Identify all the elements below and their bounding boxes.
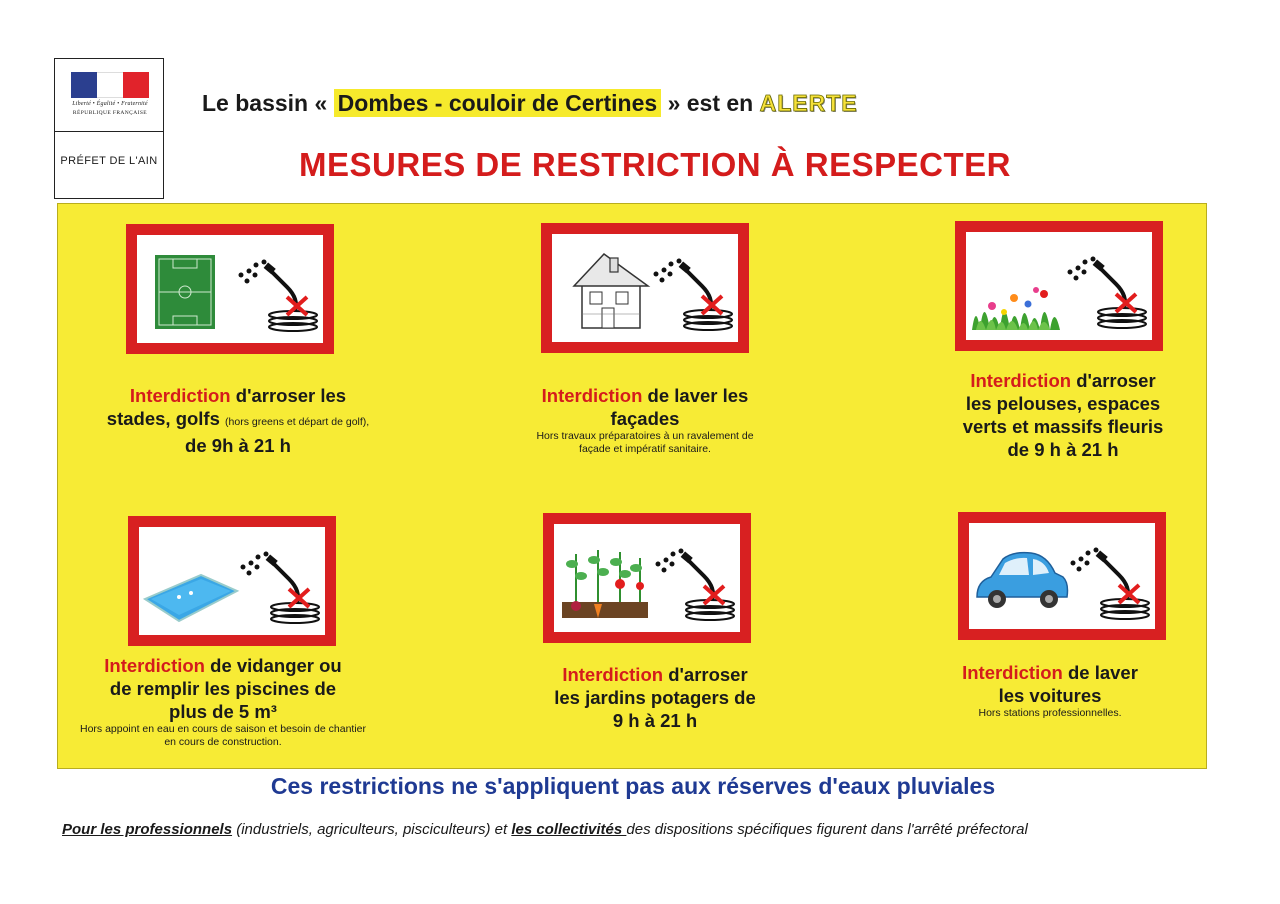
line2: façades <box>610 408 680 429</box>
line2-small: (hors greens et départ de golf), <box>225 416 370 428</box>
collectivites-label: les collectivités <box>511 821 627 838</box>
restriction-card-facade <box>541 223 749 353</box>
line3: plus de 5 m³ <box>169 701 277 722</box>
note: Hors stations professionnelles. <box>978 707 1122 719</box>
republique-francaise: RÉPUBLIQUE FRANÇAISE <box>72 110 148 116</box>
restriction-card-lawn <box>955 221 1163 351</box>
interdiction-keyword: Interdiction <box>541 385 643 406</box>
line3: 9 h à 21 h <box>612 710 698 731</box>
prefet-label: PRÉFET DE L'AIN <box>60 155 158 167</box>
restriction-text-garden <box>510 663 800 732</box>
swimming-pool-icon <box>139 527 325 635</box>
french-flag-icon <box>71 72 149 98</box>
professionals-detail: (industriels, agriculteurs, pisciculteurs) et <box>232 821 512 838</box>
line1: d'arroser <box>663 664 748 685</box>
line1: de laver les <box>642 385 749 406</box>
restriction-text-pool <box>68 654 378 749</box>
hose-icon <box>239 260 318 332</box>
interdiction-keyword: Interdiction <box>962 662 1063 683</box>
line2: les voitures <box>998 685 1102 706</box>
restriction-card-stadium <box>126 224 334 354</box>
line1: d'arroser <box>1071 370 1156 391</box>
restrictions-panel <box>57 203 1207 769</box>
line3: de 9h à 21 h <box>185 435 291 456</box>
note: Hors travaux préparatoires à un ravalement de façade et impératif sanitaire. <box>536 430 754 455</box>
restriction-card-car <box>958 512 1166 640</box>
republic-motto: Liberté • Égalité • Fraternité <box>72 101 148 107</box>
line1: de laver <box>1062 662 1138 683</box>
line2: de remplir les piscines de <box>109 678 337 699</box>
lawn-flowers-icon <box>966 232 1152 340</box>
vegetable-garden-icon <box>554 524 740 632</box>
basin-name: Dombes - couloir de Certines <box>334 89 662 117</box>
restriction-card-garden <box>543 513 751 643</box>
interdiction-keyword: Interdiction <box>970 370 1072 391</box>
interdiction-keyword: Interdiction <box>104 655 205 676</box>
line3: verts et massifs fleuris <box>962 416 1164 437</box>
restriction-text-lawn <box>918 369 1208 461</box>
line2: les pelouses, espaces <box>965 393 1161 414</box>
professionals-label: Pour les professionnels <box>62 821 233 838</box>
restriction-text-facade <box>500 384 790 456</box>
house-facade-icon <box>552 234 738 342</box>
line1: d'arroser les <box>230 385 347 406</box>
page-title: MESURES DE RESTRICTION À RESPECTER <box>299 146 1011 183</box>
restriction-text-stadium <box>78 384 398 457</box>
headline-prefix: Le bassin « <box>202 90 328 116</box>
pluvial-exemption-note: Ces restrictions ne s'appliquent pas aux réserves d'eaux pluviales <box>270 773 996 799</box>
professional-note <box>62 821 1028 838</box>
interdiction-keyword: Interdiction <box>562 664 664 685</box>
car-wash-icon <box>969 523 1155 629</box>
line1: de vidanger ou <box>205 655 342 676</box>
headline-middle: » est en <box>667 90 754 116</box>
note: Hors appoint en eau en cours de saison et besoin de chantier en cours de construction. <box>79 723 367 748</box>
line4: de 9 h à 21 h <box>1007 439 1119 460</box>
marianne-emblem <box>55 59 163 132</box>
basin-status-headline <box>202 90 858 117</box>
alert-status: ALERTE <box>759 90 858 116</box>
interdiction-keyword: Interdiction <box>129 385 231 406</box>
restriction-text-car <box>910 661 1190 720</box>
line2: stades, golfs <box>106 408 220 429</box>
line2: les jardins potagers de <box>554 687 756 708</box>
decree-reference: des dispositions spécifiques figurent dans l'arrêté préfectoral <box>626 821 1028 838</box>
restriction-card-pool <box>128 516 336 646</box>
stadium-icon <box>137 235 323 343</box>
